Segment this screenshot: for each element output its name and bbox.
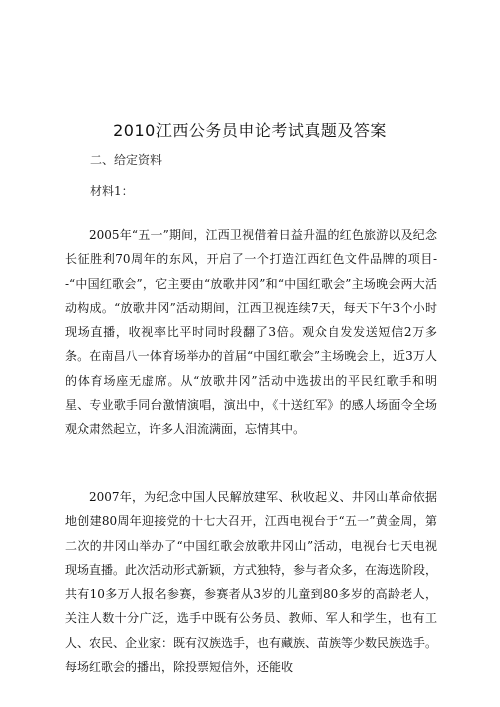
paragraph-2007: 2007年，为纪念中国人民解放建军、秋收起义、井冈山革命依据地创建80周年迎接党的十七大召开，江西电视台于“五一”黄金周，第二次的井冈山举办了“中国红歌会放歌井冈山”活动，电视台七天电视现场直播。此次活动形式新颖，方式独特，参与者众多，在海选阶段，共有10多万人报名参赛，参赛者从3岁的儿童到80多岁的高龄老人，关注人数十分广泛，选手中既有公务员、教师、军人和学生，也有工人、农民、企业家：既有汉族选手，也有藏族、苗族等少数民族选手。每场红歌会的播出，除投票短信外，还能收 xyxy=(65,490,438,675)
section-heading: 二、给定资料 xyxy=(90,153,163,167)
material-heading: 材料1： xyxy=(90,184,134,198)
document-title: 2010江西公务员申论考试真题及答案 xyxy=(113,121,387,140)
paragraph-2005: 2005年“五一”期间，江西卫视借着日益升温的红色旅游以及纪念长征胜利70周年的东风，开启了一个打造江西红色文件品牌的项目--“中国红歌会”，它主要由“放歌井冈”和“中国红歌会”主场晚会两大活动构成。“放歌井冈”活动期间，江西卫视连续7天，每天下午3个小时现场直播，收视率比平时同时段翻了3倍。观众自发发送短信2万多条。在南昌八一体育场举办的首届“中国红歌会”主场晚会上，近3万人的体育场座无虚席。从“放歌井冈”活动中选拔出的平民红歌手和明星、专业歌手同台激情演唱，演出中，《十送红军》的感人场面令全场观众肃然起立，许多人泪流满面，忘情其中。 xyxy=(65,228,437,437)
